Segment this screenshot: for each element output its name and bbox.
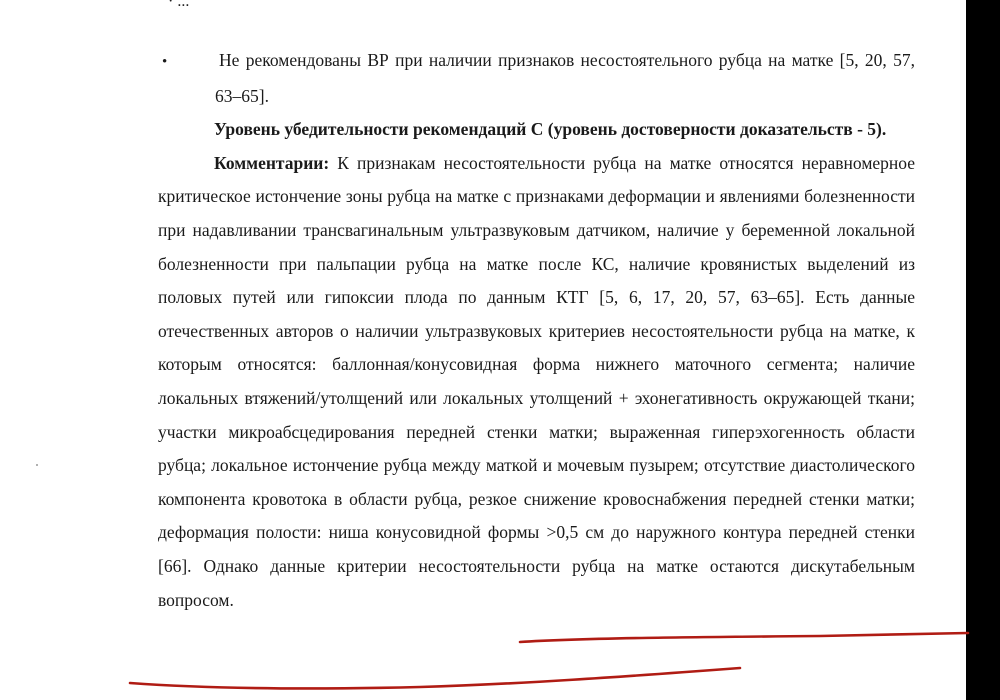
comment-paragraph: [158, 147, 915, 617]
scan-speck: [36, 464, 38, 466]
bullet-icon: •: [162, 54, 168, 70]
comment-text: К признакам несостоятельности рубца на матке относятся неравномерное критическое истончение зоны рубца на матке с признаками деформации и явлениями болезненности при надавливании трансвагинальным ультразвуковым датчиком, наличие у беременной локальной болезненности при пальпации рубца на матке после КС, наличие кровянистых выделений из половых путей или гипоксии плода по данным КТГ [5, 6, 17, 20, 57, 63–65]. Есть данные отечественных авторов о наличии ультразвуковых критериев несостоятельности рубца на матке, к которым относятся: баллонная/конусовидная форма нижнего маточного сегмента; наличие локальных втяжений/утолщений или локальных утолщений + эхонегативность окружающей ткани; участки микроабсцедирования передней стенки матки; выраженная гиперэхогенность области рубца; локальное истончение рубца между маткой и мочевым пузырем; отсутствие диастолического компонента кровотока в области рубца, резкое снижение кровоснабжения передней стенки матки; деформация полости: ниша конусовидной формы >0,5 см до наружного контура передней стенки [66]. Однако данные критерии несостоятельности рубца на матке остаются дискутабельным вопросом.: [158, 152, 916, 610]
evidence-level: Уровень убедительности рекомендаций С (уровень достоверности доказательств - 5).: [214, 119, 887, 140]
screen-edge: [966, 0, 1000, 700]
document-body: [158, 44, 915, 617]
comment-label: Комментарии:: [214, 152, 330, 173]
recommendation-text: Не рекомендованы ВР при наличии признаков несостоятельного рубца на матке [5, 20, 57, 63–65].: [215, 50, 915, 106]
recommendation-item: [158, 44, 915, 113]
cut-off-line: · ...: [168, 0, 190, 10]
